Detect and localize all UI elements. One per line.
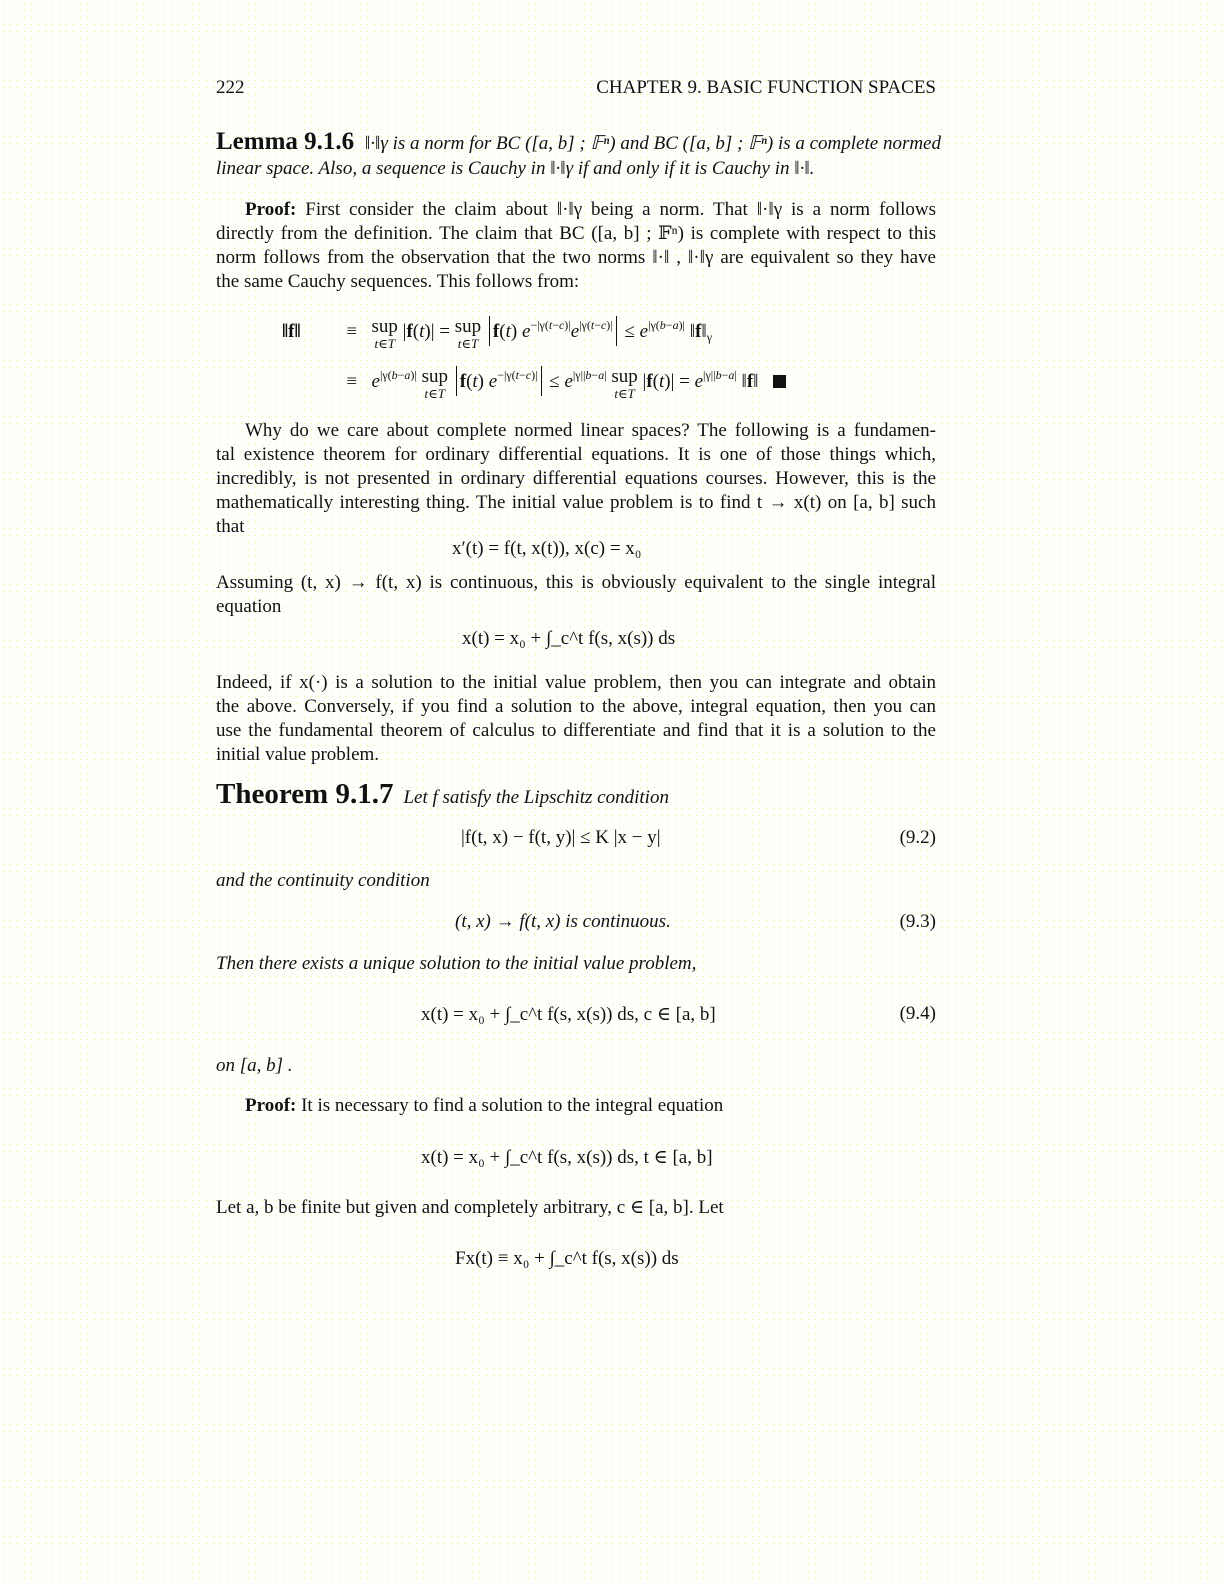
- paragraph-motivation: [216, 419, 936, 539]
- proof-line: the same Cauchy sequences. This follows from:: [216, 271, 580, 292]
- page-number: 222: [216, 77, 245, 98]
- continuity-intro: and the continuity condition: [216, 870, 430, 891]
- text-line: Indeed, if x(·) is a solution to the initial value problem, then you can integrate and obtain: [216, 672, 936, 693]
- text-line: Why do we care about complete normed linear spaces? The following is a fundamen-: [245, 420, 936, 441]
- equation-number: (9.4): [899, 1003, 936, 1024]
- norm-lhs: ‖f‖: [282, 321, 301, 342]
- paragraph-indeed: [216, 671, 936, 767]
- sup-operator: sup t∈T: [371, 316, 398, 351]
- sup-operator: sup t∈T: [421, 366, 448, 401]
- proof-text: It is necessary to find a solution to the integral equation: [301, 1095, 724, 1116]
- text-line: mathematically interesting thing. The initial value problem is to find t → x(t) on [a, b] such: [216, 492, 936, 513]
- theorem-statement: [216, 778, 669, 811]
- operator-F-equation: Fx(t) ≡ x₀ + ∫_c^t f(s, x(s)) ds: [455, 1248, 679, 1269]
- paragraph-assuming: [216, 571, 936, 619]
- ivp-equation: x′(t) = f(t, x(t)), x(c) = x₀: [452, 538, 642, 559]
- lemma-statement: [216, 128, 941, 156]
- proof-label: Proof:: [245, 1095, 297, 1116]
- proof-paragraph-2: [245, 1094, 723, 1118]
- text-line: initial value problem.: [216, 744, 380, 765]
- text-line: tal existence theorem for ordinary differential equations. It is one of those things which,: [216, 444, 936, 465]
- proof-line: directly from the definition. The claim that BC ([a, b] ; 𝔽ⁿ) is complete with respect to this: [216, 223, 936, 244]
- continuity-equation: (t, x) → f(t, x) is continuous.: [455, 911, 671, 932]
- equiv-sign: ≡: [346, 321, 358, 342]
- solution-equation: x(t) = x₀ + ∫_c^t f(s, x(s)) ds, c ∈ [a, b]: [421, 1004, 716, 1025]
- sup-operator: sup t∈T: [454, 316, 482, 351]
- proof-line: norm follows from the observation that the two norms ‖·‖ , ‖·‖γ are equivalent so they have: [216, 247, 936, 268]
- qed-mark: [773, 375, 786, 388]
- text-line: incredibly, is not presented in ordinary differential equations courses. However, this is the: [216, 468, 936, 489]
- sup-operator: sup t∈T: [611, 366, 638, 401]
- lemma-line-2: linear space. Also, a sequence is Cauchy in ‖·‖γ if and only if it is Cauchy in ‖·‖.: [216, 158, 815, 179]
- proof-paragraph-1: [216, 198, 936, 294]
- theorem-intro: Let f satisfy the Lipschitz condition: [403, 787, 669, 808]
- proof-label: Proof:: [245, 199, 297, 220]
- text-line: Assuming (t, x) → f(t, x) is continuous, this is obviously equivalent to the single integral: [216, 572, 936, 593]
- lipschitz-equation: |f(t, x) − f(t, y)| ≤ K |x − y|: [461, 827, 661, 848]
- text-line: the above. Conversely, if you find a solution to the above, integral equation, then you can: [216, 696, 936, 717]
- norm-equation-row-1: ‖f‖ ≡ sup t∈T |f(t)| = sup t∈T f(t) $e^{-|\gamma(t-c)|}e^{|\gamma(t-c)|} \le e^{|\gamma(b-a)|}$ $‖f‖_\gamma$: [282, 316, 713, 351]
- conclusion-intro: Then there exists a unique solution to the initial value problem,: [216, 953, 697, 974]
- theorem-title: Theorem 9.1.7: [216, 778, 394, 810]
- integral-equation-1: x(t) = x₀ + ∫_c^t f(s, x(s)) ds: [462, 628, 676, 649]
- on-interval: on [a, b] .: [216, 1055, 293, 1076]
- chapter-header: CHAPTER 9. BASIC FUNCTION SPACES: [596, 77, 936, 98]
- norm-equation-row-2: ≡ $e^{|\gamma(b-a)|}$ sup t∈T f(t) $e^{-|\gamma(t-c)|} \le e^{|\gamma||b-a|}$ sup t∈T $|f(t)| = e^{|\gamma||b-a|}$ ‖f‖: [282, 366, 786, 400]
- lemma-title: Lemma 9.1.6: [216, 128, 355, 155]
- lemma-line-1: ‖·‖γ is a norm for BC ([a, b] ; 𝔽ⁿ) and BC ([a, b] ; 𝔽ⁿ) is a complete normed: [364, 133, 941, 154]
- text-line: use the fundamental theorem of calculus to differentiate and find that it is a solution to the: [216, 720, 936, 741]
- equiv-sign: ≡: [346, 371, 358, 392]
- text-line: equation: [216, 596, 282, 617]
- equation-number: (9.3): [899, 911, 936, 932]
- proof-line: Proof: First consider the claim about ‖·‖γ being a norm. That ‖·‖γ is a norm follows: [245, 199, 936, 220]
- let-statement: Let a, b be finite but given and completely arbitrary, c ∈ [a, b]. Let: [216, 1197, 724, 1218]
- text-line: that: [216, 516, 245, 537]
- equation-number: (9.2): [899, 827, 936, 848]
- integral-equation-2: x(t) = x₀ + ∫_c^t f(s, x(s)) ds, t ∈ [a, b]: [421, 1147, 713, 1168]
